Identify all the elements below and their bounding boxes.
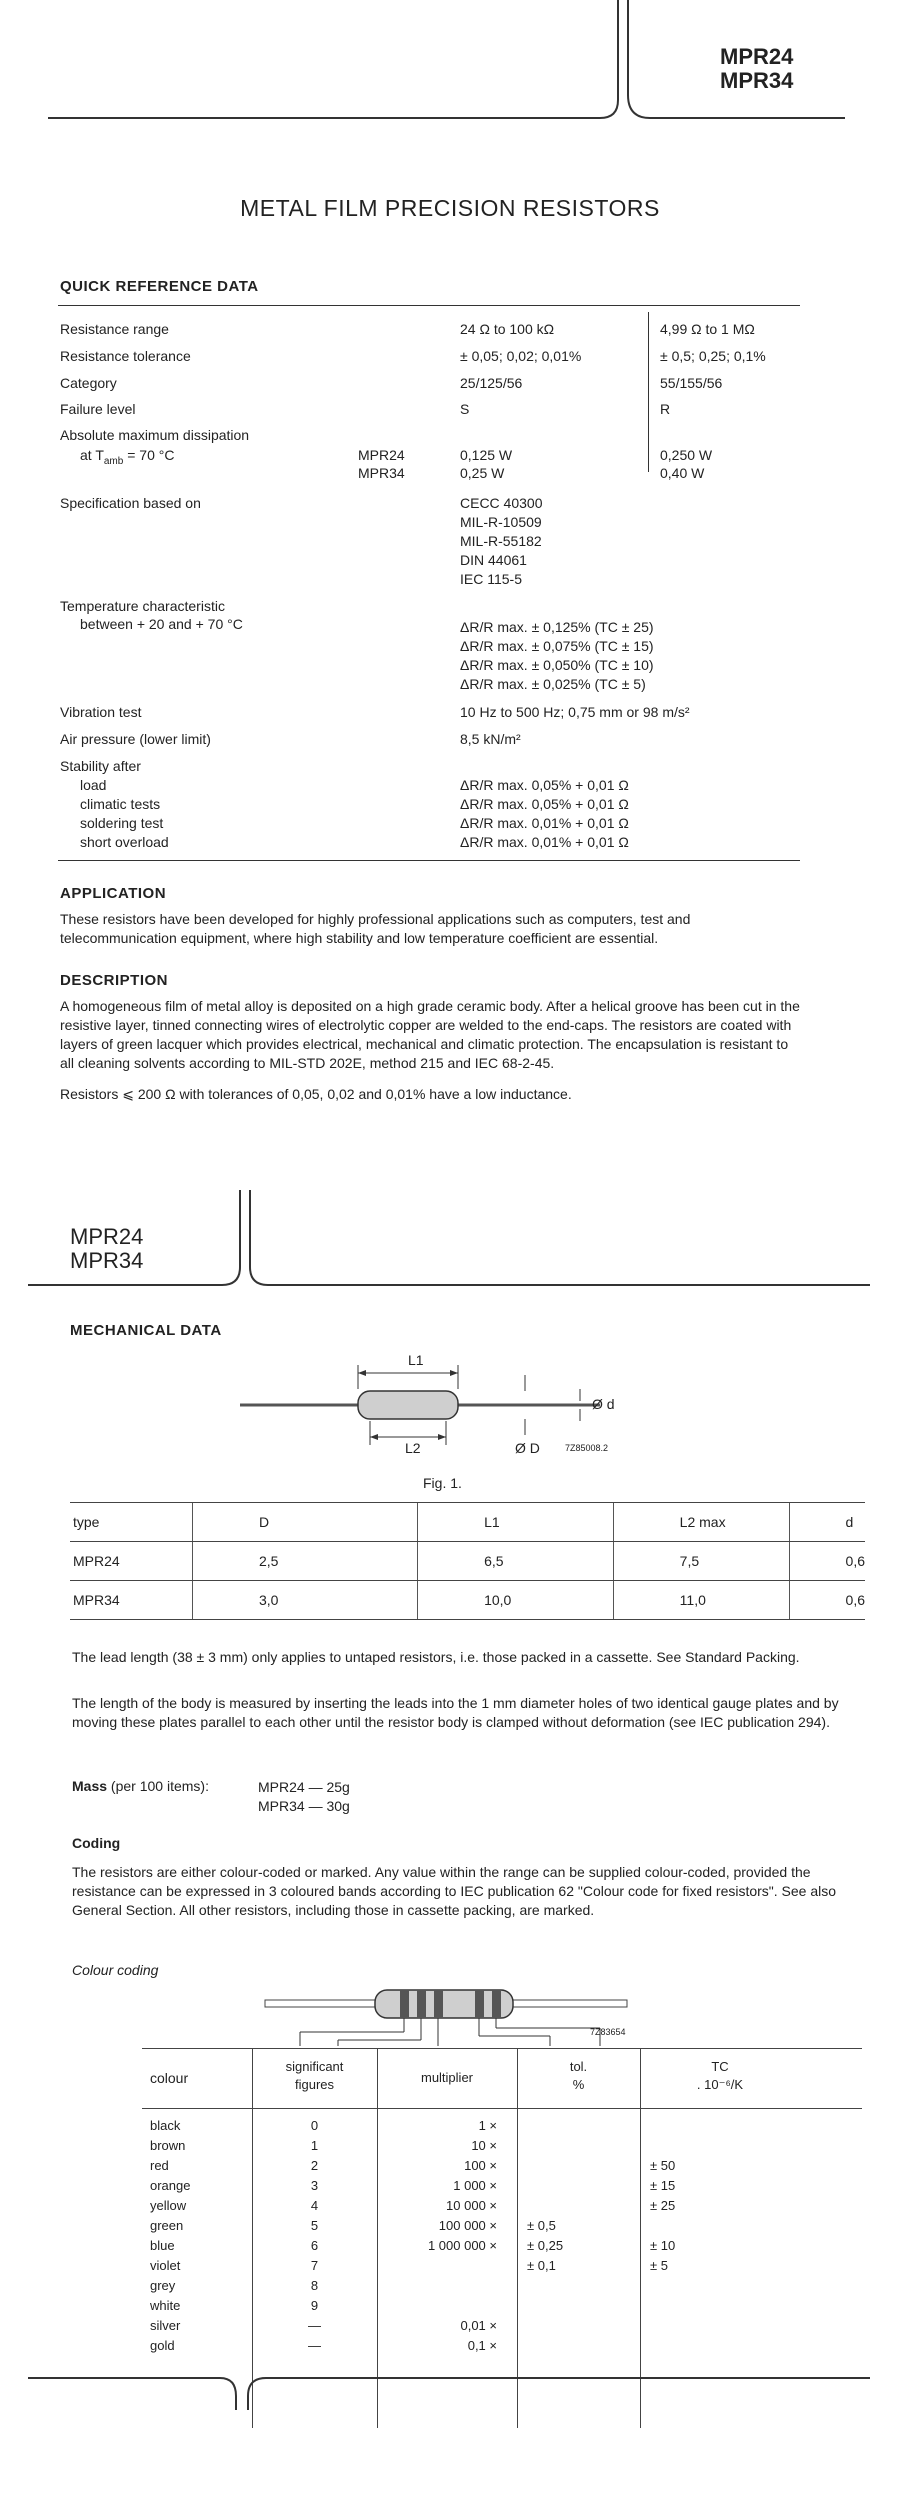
table-cell: 6,5 [418, 1542, 614, 1581]
table-cell: — [308, 2338, 321, 2353]
table-cell: ± 0,1 [527, 2258, 556, 2273]
lead-length-text: The lead length (38 ± 3 mm) only applies to untaped resistors, i.e. those packed in a cassette. See Standard Packing. [72, 1649, 800, 1665]
qrd-value: IEC 115-5 [460, 571, 522, 587]
table-cell: 3,0 [192, 1581, 417, 1620]
table-cell: 9 [310, 2298, 319, 2313]
table-cell: ± 10 [650, 2238, 676, 2253]
datasheet-page-1 [0, 0, 900, 1130]
qrd-value: ΔR/R max. ± 0,050% (TC ± 10) [460, 657, 654, 673]
qrd-value: 0,25 W [460, 465, 505, 481]
divider [58, 860, 800, 861]
dim-label-oD: Ø D [515, 1440, 540, 1456]
page-title: METAL FILM PRECISION RESISTORS [240, 195, 660, 221]
table-row [142, 2118, 862, 2138]
dim-label-l1: L1 [408, 1352, 424, 1368]
table-cell: ± 15 [650, 2178, 676, 2193]
qrd-sublabel: load [80, 777, 107, 793]
table-cell: ± 50 [650, 2158, 676, 2173]
column-divider [648, 312, 649, 472]
table-cell: 0,6 [789, 1581, 865, 1620]
qrd-sublabel: soldering test [80, 815, 164, 831]
divider [58, 305, 800, 306]
table-cell: — [308, 2318, 321, 2333]
table-header: d [789, 1503, 865, 1542]
table-row [142, 2298, 862, 2318]
qrd-sublabel: short overload [80, 834, 169, 850]
table-row [142, 2318, 862, 2338]
model-code: MPR24 [70, 1224, 144, 1249]
table-header: colour [150, 2070, 189, 2086]
qrd-value: CECC 40300 [460, 495, 543, 511]
table-cell: 7,5 [613, 1542, 789, 1581]
qrd-label: Temperature characteristic [60, 598, 225, 614]
qrd-value: ΔR/R max. 0,01% + 0,01 Ω [460, 834, 629, 850]
qrd-value: 0,40 W [660, 465, 705, 481]
dimensions-table [70, 1502, 865, 1620]
page-footer-frame [0, 2370, 900, 2420]
table-row [142, 2178, 862, 2198]
qrd-sublabel: at $T_{amb} = 70$ °C [80, 447, 175, 467]
table-row [142, 2198, 862, 2218]
table-header: significant figures [285, 2059, 344, 2092]
table-cell: white [150, 2298, 181, 2313]
datasheet-page-2 [0, 1130, 900, 2500]
table-cell: blue [150, 2238, 175, 2253]
table-cell: silver [150, 2318, 181, 2333]
table-cell: 0,1 × [467, 2338, 497, 2353]
table-cell: 3 [310, 2178, 319, 2193]
section-heading-description: DESCRIPTION [60, 972, 169, 989]
drawing-code: 7Z85008.2 [565, 1443, 609, 1453]
dim-label-od: Ø d [592, 1396, 615, 1412]
section-heading-application: APPLICATION [60, 885, 167, 902]
table-cell: gold [150, 2338, 175, 2353]
qrd-value: ΔR/R max. ± 0,125% (TC ± 25) [460, 619, 654, 635]
table-cell: 1 000 × [453, 2178, 497, 2193]
qrd-type: MPR24 [358, 447, 405, 463]
qrd-value: ΔR/R max. ± 0,025% (TC ± 5) [460, 676, 646, 692]
table-cell: 1 × [478, 2118, 497, 2133]
table-cell: brown [150, 2138, 186, 2153]
qrd-label: Vibration test [60, 704, 142, 720]
coding-heading: Coding [72, 1835, 121, 1851]
table-cell: violet [150, 2258, 181, 2273]
section-heading-quick-reference: QUICK REFERENCE DATA [60, 278, 259, 295]
qrd-value: MIL-R-10509 [460, 514, 542, 530]
table-row [70, 1542, 865, 1581]
page-header-frame [0, 1130, 900, 1300]
table-cell: 100 000 × [438, 2218, 497, 2233]
table-cell: 4 [310, 2198, 319, 2213]
qrd-value: 25/125/56 [460, 375, 523, 391]
table-cell: ± 0,25 [527, 2238, 564, 2253]
section-heading-mechanical: MECHANICAL DATA [70, 1322, 222, 1339]
mass-values [258, 1778, 350, 1816]
table-row [142, 2158, 862, 2178]
table-row [142, 2338, 862, 2358]
table-row [142, 2138, 862, 2158]
table-cell: 2 [310, 2158, 319, 2173]
colour-coding-label: Colour coding [72, 1962, 159, 1978]
qrd-label: Stability after [60, 758, 141, 774]
qrd-value: 4,99 Ω to 1 MΩ [660, 321, 755, 337]
qrd-value: MIL-R-55182 [460, 533, 542, 549]
table-row [142, 2258, 862, 2278]
table-cell: 11,0 [613, 1581, 789, 1620]
table-header: L1 [418, 1503, 614, 1542]
coding-text: The resistors are either colour-coded or marked. Any value within the range can be supplied colour-coded, provided the resistance can be expressed in 3 coloured bands according to IEC publication 62 "Colour code for fixed resistors". See also General Section. All other resistors, including those in cassette packing, are marked. [72, 1864, 837, 1918]
table-cell: 2,5 [192, 1542, 417, 1581]
table-row [142, 2218, 862, 2238]
table-cell: 8 [310, 2278, 319, 2293]
drawing-code: 7Z83654 [590, 2027, 626, 2037]
table-cell: 7 [310, 2258, 319, 2273]
table-header: type [70, 1503, 192, 1542]
table-cell: grey [150, 2278, 176, 2293]
table-cell: 5 [310, 2218, 319, 2233]
application-text: These resistors have been developed for highly professional applications such as computers, test and telecommunication equipment, where high stability and low temperature coefficient are essential. [60, 911, 691, 946]
table-cell: ± 25 [650, 2198, 676, 2213]
table-cell: ± 0,5 [527, 2218, 556, 2233]
table-cell: 0 [310, 2118, 319, 2133]
qrd-value: 8,5 kN/m² [460, 731, 521, 747]
qrd-label: Resistance range [60, 321, 169, 337]
qrd-label: Absolute maximum dissipation [60, 427, 250, 443]
qrd-value: 0,125 W [460, 447, 513, 463]
mass-label: Mass (per 100 items): [72, 1778, 209, 1794]
table-cell: orange [150, 2178, 191, 2193]
qrd-type: MPR34 [358, 465, 405, 481]
table-cell: 1 000 000 × [427, 2238, 497, 2253]
table-row [142, 2278, 862, 2298]
figure-caption: Fig. 1. [423, 1475, 462, 1491]
qrd-value: ΔR/R max. 0,05% + 0,01 Ω [460, 796, 629, 812]
table-cell: ± 5 [650, 2258, 668, 2273]
qrd-value: ± 0,5; 0,25; 0,1% [660, 348, 766, 364]
table-header-row [70, 1503, 865, 1542]
qrd-value: 10 Hz to 500 Hz; 0,75 mm or 98 m/s² [460, 704, 690, 720]
table-row [70, 1581, 865, 1620]
table-cell: 6 [310, 2238, 319, 2253]
model-code: MPR24 [720, 44, 794, 69]
qrd-label: Category [60, 375, 117, 391]
resistor-dimension-drawing [240, 1345, 620, 1465]
mass-value: MPR34 — 30g [258, 1798, 350, 1814]
qrd-value: ± 0,05; 0,02; 0,01% [460, 348, 582, 364]
qrd-value: DIN 44061 [460, 552, 527, 568]
table-cell: 100 × [464, 2158, 497, 2173]
table-cell: red [150, 2158, 169, 2173]
qrd-value: S [460, 401, 470, 417]
table-header: multiplier [420, 2070, 473, 2085]
table-cell: yellow [150, 2198, 187, 2213]
qrd-value: 0,250 W [660, 447, 713, 463]
qrd-value: R [660, 401, 671, 417]
table-cell: MPR34 [70, 1581, 192, 1620]
qrd-value: ΔR/R max. 0,01% + 0,01 Ω [460, 815, 629, 831]
table-cell: 0,01 × [460, 2318, 497, 2333]
table-cell: green [150, 2218, 184, 2233]
qrd-sublabel: climatic tests [80, 796, 161, 812]
table-cell: MPR24 [70, 1542, 192, 1581]
table-header: D [192, 1503, 417, 1542]
qrd-value: 55/155/56 [660, 375, 723, 391]
qrd-label: Air pressure (lower limit) [60, 731, 211, 747]
description-note: Resistors ⩽ 200 Ω with tolerances of 0,05, 0,02 and 0,01% have a low inductance. [60, 1086, 572, 1102]
qrd-label: Failure level [60, 401, 136, 417]
table-header: TC . 10⁻⁶/K [696, 2059, 744, 2092]
table-cell: 10 × [471, 2138, 497, 2153]
model-code: MPR34 [720, 68, 794, 93]
table-header: L2 max [613, 1503, 789, 1542]
model-codes [70, 1225, 143, 1273]
table-cell: 10,0 [418, 1581, 614, 1620]
qrd-label: Specification based on [60, 495, 201, 511]
mass-value: MPR24 — 25g [258, 1779, 350, 1795]
table-row [142, 2238, 862, 2258]
dim-label-l2: L2 [405, 1440, 421, 1456]
qrd-sublabel: between + 20 and + 70 °C [80, 616, 243, 632]
body-length-text: The length of the body is measured by inserting the leads into the 1 mm diameter holes of two identical gauge plates and by moving these plates parallel to each other until the resistor body is clamped without deformation (see IEC publication 294). [72, 1695, 839, 1730]
description-text: A homogeneous film of metal alloy is deposited on a high grade ceramic body. After a helical groove has been cut in the resistive layer, tinned connecting wires of electrolytic copper are welded to the end-caps. The resistors are coated with layers of green lacquer which provides electrical, mechanical and climatic protection. The encapsulation is resistant to all cleaning solvents according to MIL-STD 202E, method 215 and IEC 68-2-45. [60, 998, 800, 1071]
model-code: MPR34 [70, 1248, 144, 1273]
model-codes [720, 45, 793, 93]
qrd-value: ΔR/R max. 0,05% + 0,01 Ω [460, 777, 629, 793]
qrd-value: ΔR/R max. ± 0,075% (TC ± 15) [460, 638, 654, 654]
table-cell: black [150, 2118, 181, 2133]
table-header: tol. % [569, 2059, 588, 2092]
table-cell: 0,6 [789, 1542, 865, 1581]
table-cell: 1 [310, 2138, 319, 2153]
qrd-label: Resistance tolerance [60, 348, 191, 364]
table-cell: 10 000 × [446, 2198, 497, 2213]
qrd-value: 24 Ω to 100 kΩ [460, 321, 555, 337]
